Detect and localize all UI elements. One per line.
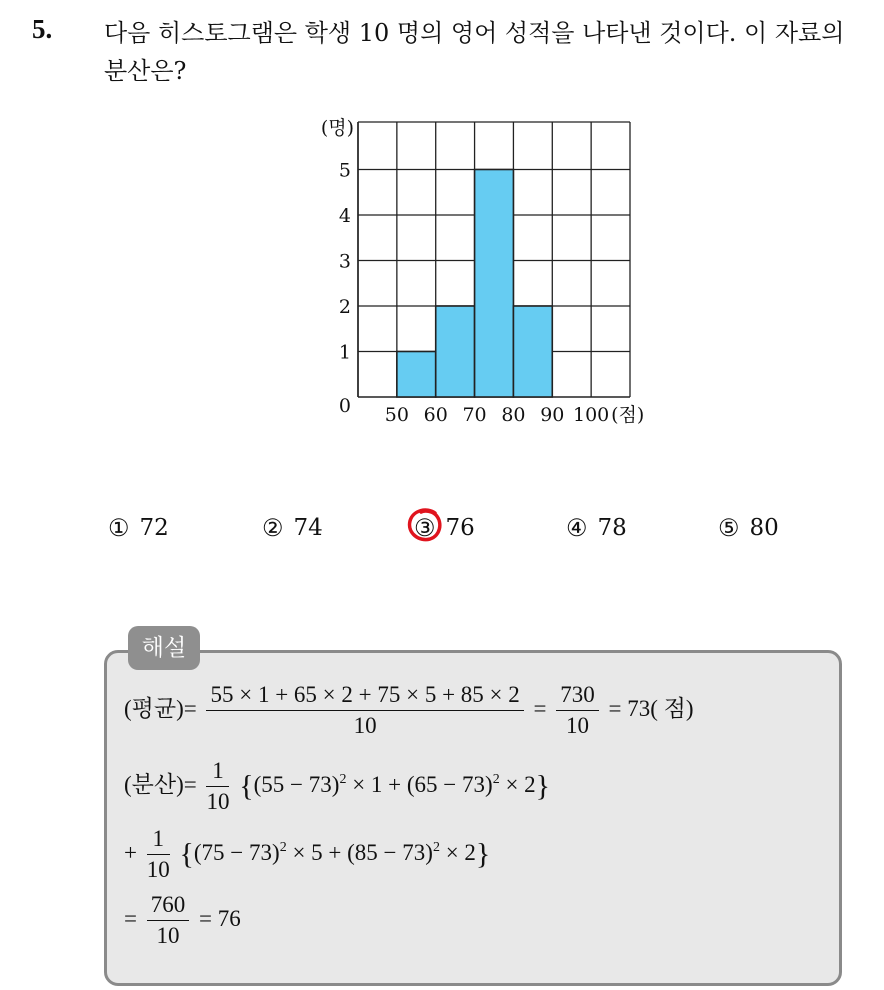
answer-choice-2[interactable] [262,514,323,542]
histogram-bar [513,306,552,397]
x-tick-label: 80 [501,404,526,426]
choice-number-mark: ④ [566,514,588,542]
answer-choice-5[interactable] [718,514,779,542]
y-tick-label: 5 [338,159,351,182]
variance-line-1 [124,758,550,815]
mean-fraction-2-den: 10 [566,713,590,738]
one-tenth-fraction [206,758,229,815]
choice-value: 78 [597,515,627,541]
y-tick-label: 1 [338,341,351,364]
right-brace-2: } [475,837,491,871]
y-tick-label: 2 [338,296,351,318]
choice-value: 80 [749,515,779,541]
square-1: 2 [339,772,347,788]
mean-line [124,682,694,739]
left-brace: { [239,769,254,803]
fraction-ten: 10 [206,789,230,814]
term-2: (65 − 73) [406,771,493,797]
final-equals: = [124,905,137,931]
times-2: × 2 [499,771,536,797]
mean-numerator: 55 × 1 + 65 × 2 + 75 × 5 + 85 × 2 [206,682,523,711]
x-tick-label: 50 [384,404,409,426]
fraction-one: 1 [206,758,229,787]
mean-label: (평균)= [124,695,197,721]
red-circle-stroke [410,510,440,540]
solution-tag: 해설 [128,626,200,670]
choice-number-mark: ① [108,514,130,542]
mean-result: = 73( 점) [608,695,694,721]
question-text: 다음 히스토그램은 학생 10 명의 영어 성적을 나타낸 것이다. 이 자료의 분산은? [104,19,845,85]
question-number: 5. [32,14,53,44]
x-axis-unit-label: (점) [611,404,645,426]
final-denominator: 10 [156,923,180,948]
square-3: 2 [279,840,287,856]
histogram-bar [436,306,475,397]
term-1: (55 − 73) [253,771,340,797]
x-tick-label: 100 [573,404,610,426]
fraction-one-2: 1 [147,826,170,855]
choice-value: 72 [139,515,169,541]
mean-denominator: 10 [353,713,377,738]
y-tick-label: 3 [338,250,351,273]
x-tick-label: 60 [423,404,448,426]
mean-fraction [206,682,523,739]
term-4: (85 − 73) [347,839,433,865]
x-tick-label: 90 [540,404,565,426]
times-3: × 5 + [286,839,348,865]
right-brace: } [535,769,551,803]
mean-fraction-2 [556,682,599,739]
x-tick-label: 70 [462,404,487,426]
times-1: × 1 + [346,771,407,797]
choice-number-mark: ③ [414,514,436,542]
variance-line-2 [124,826,490,883]
origin-label: 0 [338,395,351,417]
histogram-bar [397,352,436,398]
final-result: = 76 [198,905,241,931]
selected-answer-circle-icon [405,505,445,545]
term-3: (75 − 73) [193,839,280,865]
final-numerator: 760 [147,892,190,921]
square-4: 2 [432,840,440,856]
fraction-ten-2: 10 [146,857,170,882]
answer-choice-4[interactable] [566,514,627,542]
variance-line-3 [124,892,241,949]
variance-label: (분산)= [124,771,197,797]
equals-sign: = [533,695,547,721]
square-2: 2 [492,772,500,788]
left-brace-2: { [179,837,194,871]
choice-number-mark: ② [262,514,284,542]
y-tick-label: 4 [338,205,351,227]
answer-choice-1[interactable] [108,514,169,542]
choice-value: 74 [293,515,323,541]
choice-number-mark: ⑤ [718,514,740,542]
y-axis-unit-label: (명) [320,117,354,139]
answer-choice-3[interactable] [414,514,475,542]
times-4: × 2 [439,839,476,865]
final-fraction [147,892,190,949]
histogram-chart [0,0,884,470]
histogram-bar [475,170,514,398]
mean-fraction-2-num: 730 [556,682,599,711]
one-tenth-fraction-2 [147,826,170,883]
choice-value: 76 [445,515,475,541]
plus-sign: + [124,839,137,865]
